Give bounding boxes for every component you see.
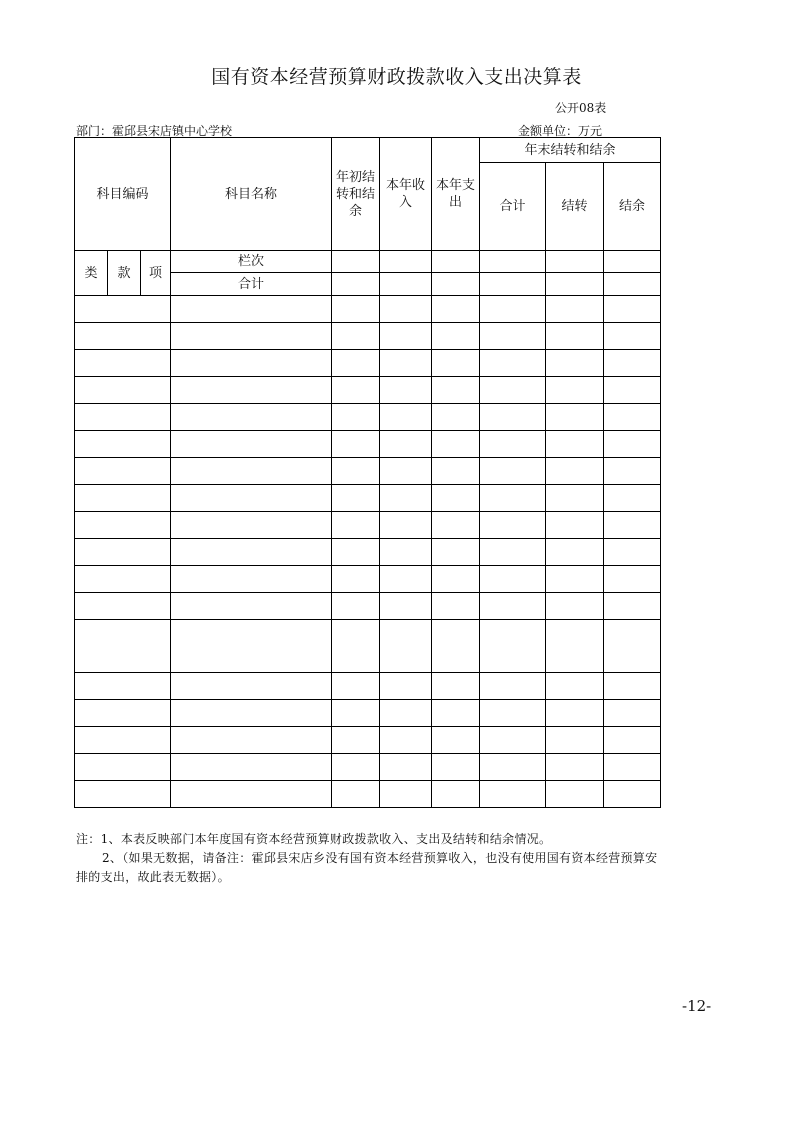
cell [604, 566, 661, 593]
cell [546, 566, 604, 593]
cell [546, 700, 604, 727]
cell [380, 251, 432, 273]
cell [432, 458, 480, 485]
cell [546, 350, 604, 377]
cell [604, 251, 661, 273]
cell [380, 296, 432, 323]
cell [546, 593, 604, 620]
cell [480, 485, 546, 512]
cell [480, 458, 546, 485]
cell [546, 431, 604, 458]
cell [75, 754, 171, 781]
cell [480, 620, 546, 673]
cell [380, 350, 432, 377]
cell [171, 377, 332, 404]
cell [604, 700, 661, 727]
cell [480, 377, 546, 404]
cell [604, 754, 661, 781]
cell [546, 781, 604, 808]
header-code-item: 项 [141, 251, 171, 296]
cell [75, 458, 171, 485]
cell [604, 781, 661, 808]
cell [332, 251, 380, 273]
cell [604, 377, 661, 404]
cell [75, 593, 171, 620]
table-row [75, 350, 661, 377]
cell [546, 754, 604, 781]
cell [75, 700, 171, 727]
cell [546, 296, 604, 323]
cell [75, 296, 171, 323]
cell [480, 273, 546, 296]
cell [604, 620, 661, 673]
note-3: 排的支出，故此表无数据）。 [76, 870, 230, 884]
cell [380, 566, 432, 593]
cell [432, 485, 480, 512]
cell [380, 620, 432, 673]
cell [480, 539, 546, 566]
cell [332, 377, 380, 404]
cell [480, 700, 546, 727]
cell [604, 296, 661, 323]
table-row [75, 323, 661, 350]
cell [604, 673, 661, 700]
header-ye-total: 合计 [480, 163, 546, 251]
cell [604, 350, 661, 377]
cell [432, 754, 480, 781]
cell [380, 404, 432, 431]
cell [380, 431, 432, 458]
cell [480, 673, 546, 700]
cell [480, 350, 546, 377]
cell [380, 539, 432, 566]
budget-table [74, 137, 661, 808]
cell [75, 350, 171, 377]
cell [604, 323, 661, 350]
cell [75, 673, 171, 700]
cell [75, 781, 171, 808]
cell [432, 431, 480, 458]
cell [332, 754, 380, 781]
cell [546, 458, 604, 485]
table-row [75, 620, 661, 673]
cell [75, 512, 171, 539]
cell [432, 620, 480, 673]
cell [171, 539, 332, 566]
cell [332, 593, 380, 620]
cell [332, 673, 380, 700]
cell [171, 431, 332, 458]
cell [171, 296, 332, 323]
table-row [75, 404, 661, 431]
cell [332, 700, 380, 727]
cell [480, 251, 546, 273]
cell [75, 377, 171, 404]
cell [332, 620, 380, 673]
department-label: 部门：霍邱县宋店镇中心学校 [76, 124, 233, 138]
header-subject-code: 科目编码 [75, 138, 171, 251]
cell [604, 431, 661, 458]
table-row [75, 781, 661, 808]
cell [380, 593, 432, 620]
cell [75, 539, 171, 566]
cell [432, 350, 480, 377]
cell [604, 593, 661, 620]
cell [546, 323, 604, 350]
cell [75, 404, 171, 431]
cell [171, 458, 332, 485]
cell [171, 404, 332, 431]
cell [604, 404, 661, 431]
cell [171, 566, 332, 593]
total-label: 合计 [171, 273, 332, 296]
cell [75, 485, 171, 512]
cell [380, 727, 432, 754]
cell [432, 323, 480, 350]
header-expense: 本年支出 [432, 138, 480, 251]
cell [380, 700, 432, 727]
form-number: 公开08表 [555, 101, 607, 115]
header-subject-name: 科目名称 [171, 138, 332, 251]
cell [171, 512, 332, 539]
cell [332, 485, 380, 512]
cell [480, 404, 546, 431]
table-row [75, 377, 661, 404]
cell [604, 458, 661, 485]
cell [546, 485, 604, 512]
cell [546, 727, 604, 754]
cell [332, 458, 380, 485]
cell [432, 296, 480, 323]
cell [480, 512, 546, 539]
cell [380, 273, 432, 296]
cell [604, 727, 661, 754]
cell [546, 673, 604, 700]
cell [432, 251, 480, 273]
cell [380, 377, 432, 404]
table-row [75, 458, 661, 485]
cell [75, 566, 171, 593]
cell [546, 251, 604, 273]
cell [332, 323, 380, 350]
cell [432, 593, 480, 620]
cell [480, 296, 546, 323]
note-1: 注：1、本表反映部门本年度国有资本经营预算财政拨款收入、支出及结转和结余情况。 [76, 832, 552, 846]
header-ye-surplus: 结余 [604, 163, 661, 251]
cell [380, 673, 432, 700]
cell [432, 377, 480, 404]
table-row [75, 673, 661, 700]
header-ye-carryover: 结转 [546, 163, 604, 251]
cell [75, 431, 171, 458]
table-row [75, 512, 661, 539]
table-body [75, 138, 661, 808]
cell [604, 512, 661, 539]
table-row [75, 296, 661, 323]
cell [604, 485, 661, 512]
column-number-label: 栏次 [171, 251, 332, 273]
table-row [75, 754, 661, 781]
cell [380, 781, 432, 808]
cell [432, 781, 480, 808]
cell [332, 727, 380, 754]
cell [75, 727, 171, 754]
cell [604, 273, 661, 296]
cell [604, 539, 661, 566]
cell [171, 593, 332, 620]
cell [332, 350, 380, 377]
cell [171, 754, 332, 781]
amount-unit-label: 金额单位：万元 [518, 124, 603, 138]
cell [332, 566, 380, 593]
table-row [75, 593, 661, 620]
cell [432, 700, 480, 727]
cell [432, 566, 480, 593]
cell [380, 485, 432, 512]
cell [332, 431, 380, 458]
cell [432, 673, 480, 700]
cell [380, 458, 432, 485]
cell [480, 323, 546, 350]
cell [546, 273, 604, 296]
cell [332, 404, 380, 431]
cell [432, 512, 480, 539]
cell [75, 323, 171, 350]
cell [432, 539, 480, 566]
cell [380, 754, 432, 781]
cell [480, 781, 546, 808]
cell [546, 539, 604, 566]
cell [171, 350, 332, 377]
cell [171, 781, 332, 808]
cell [546, 512, 604, 539]
cell [480, 727, 546, 754]
cell [480, 754, 546, 781]
cell [546, 404, 604, 431]
page-title: 国有资本经营预算财政拨款收入支出决算表 [211, 66, 582, 88]
cell [432, 273, 480, 296]
table-row [75, 727, 661, 754]
cell [546, 620, 604, 673]
table-row [75, 700, 661, 727]
header-code-section: 款 [108, 251, 141, 296]
cell [332, 273, 380, 296]
header-income: 本年收入 [380, 138, 432, 251]
cell [380, 512, 432, 539]
cell [432, 404, 480, 431]
cell [171, 727, 332, 754]
cell [380, 323, 432, 350]
header-code-class: 类 [75, 251, 108, 296]
notes [76, 830, 736, 887]
header-opening-balance: 年初结转和结余 [332, 138, 380, 251]
table-row [75, 566, 661, 593]
table-row [75, 539, 661, 566]
cell [480, 431, 546, 458]
note-2: 2、（如果无数据，请备注：霍邱县宋店乡没有国有资本经营预算收入，也没有使用国有资本经营预算安 [102, 851, 658, 865]
cell [171, 485, 332, 512]
cell [332, 296, 380, 323]
cell [432, 727, 480, 754]
cell [480, 566, 546, 593]
cell [171, 323, 332, 350]
cell [171, 620, 332, 673]
cell [75, 620, 171, 673]
cell [332, 512, 380, 539]
table-row [75, 485, 661, 512]
header-year-end-group: 年末结转和结余 [480, 138, 661, 163]
cell [332, 539, 380, 566]
cell [332, 781, 380, 808]
cell [480, 593, 546, 620]
page-number: -12- [682, 997, 712, 1015]
cell [171, 700, 332, 727]
cell [546, 377, 604, 404]
cell [171, 673, 332, 700]
table-row [75, 431, 661, 458]
